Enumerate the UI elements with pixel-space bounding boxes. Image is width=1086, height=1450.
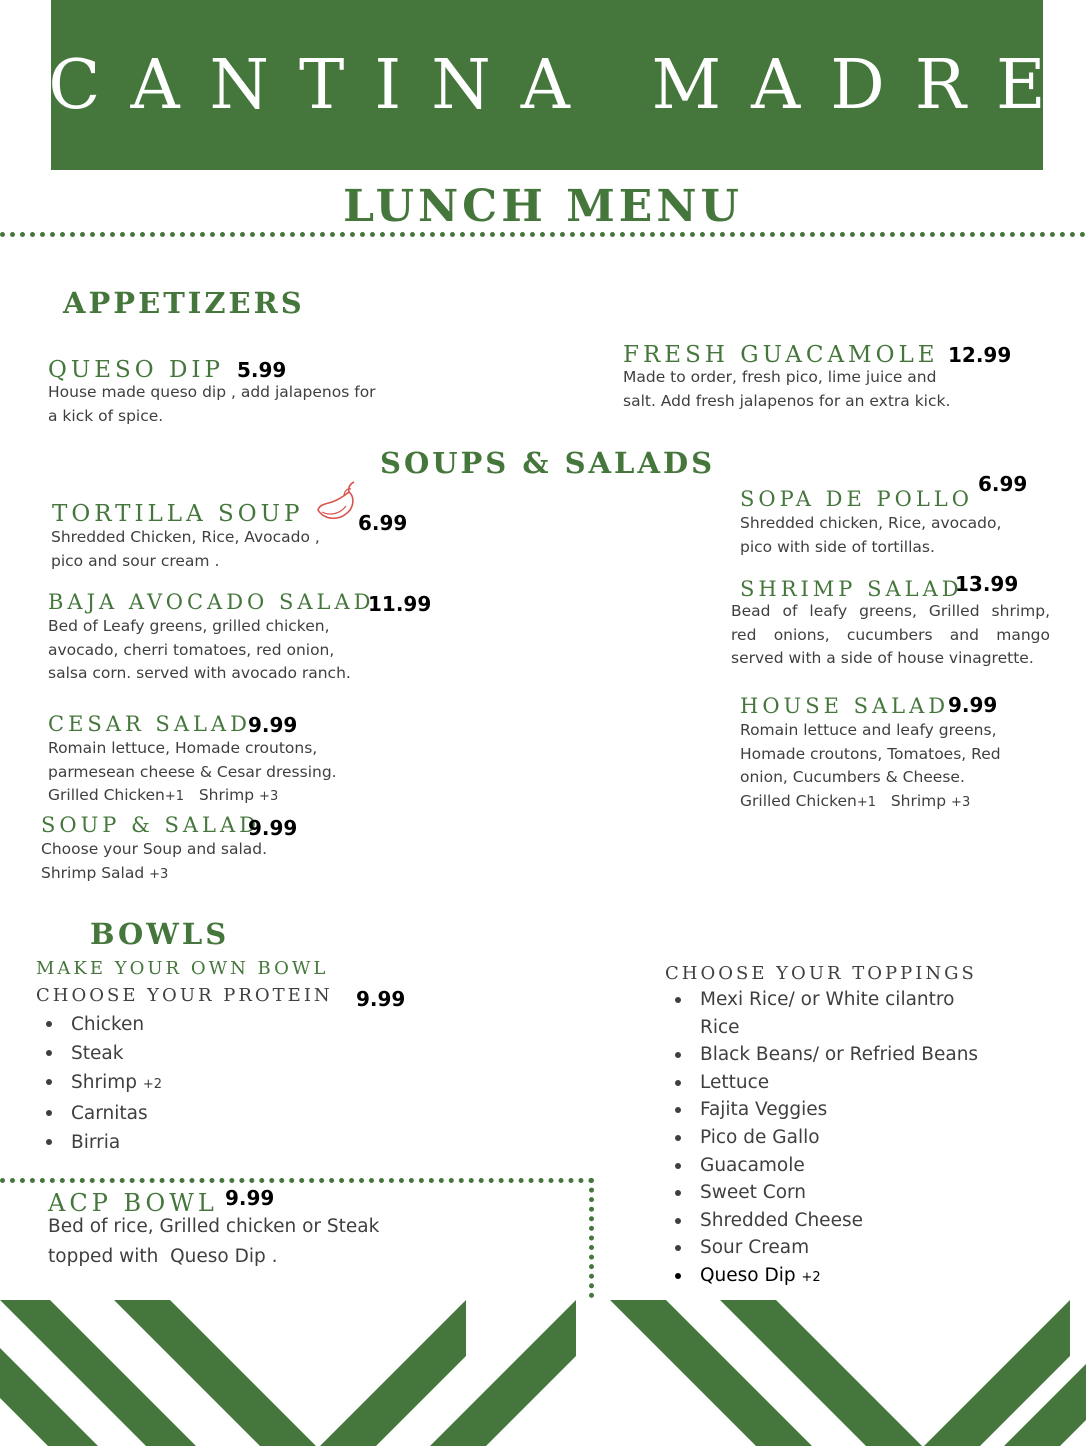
bowls-heading: BOWLS <box>90 917 230 951</box>
list-item: Rice <box>700 1016 740 1038</box>
sopa-de-pollo-price: 6.99 <box>978 472 1028 496</box>
sopa-de-pollo-description: Shredded chicken, Rice, avocado, pico with side of tortillas. <box>740 514 1002 556</box>
list-item: Chicken <box>36 1010 162 1039</box>
cesar-salad-name: CESAR SALAD <box>48 712 251 736</box>
guacamole-price: 12.99 <box>948 343 1012 367</box>
baja-avocado-salad-name: BAJA AVOCADO SALAD <box>48 590 375 614</box>
tortilla-soup-name: TORTILLA SOUP <box>52 501 304 527</box>
list-item: Pico de Gallo <box>665 1124 978 1152</box>
appetizers-heading: APPETIZERS <box>63 286 305 320</box>
acp-right-divider <box>589 1178 594 1298</box>
house-salad-price: 9.99 <box>948 693 998 717</box>
baja-avocado-salad-price: 11.99 <box>368 592 432 616</box>
bowl-price: 9.99 <box>356 987 406 1011</box>
list-item: Mexi Rice/ or White cilantro <box>665 986 978 1014</box>
list-item: Guacamole <box>665 1152 978 1180</box>
top-divider <box>0 232 1086 237</box>
list-item: Birria <box>36 1128 162 1157</box>
house-salad-addons: Grilled Chicken+1 Shrimp +3 <box>740 791 971 810</box>
acp-bowl-name: ACP BOWL <box>48 1189 218 1217</box>
acp-bowl-description: Bed of rice, Grilled chicken or Steak topped with Queso Dip . <box>48 1216 380 1267</box>
list-item: Sour Cream <box>665 1234 978 1262</box>
list-item: Shrimp +2 <box>36 1068 162 1099</box>
list-item: Fajita Veggies <box>665 1096 978 1124</box>
list-item: Carnitas <box>36 1099 162 1128</box>
tortilla-soup-price: 6.99 <box>358 511 408 535</box>
choose-protein-heading: CHOOSE YOUR PROTEIN <box>36 985 333 1006</box>
shrimp-salad-name: SHRIMP SALAD <box>740 577 963 601</box>
tortilla-soup-description: Shredded Chicken, Rice, Avocado , pico and sour cream . <box>51 528 320 570</box>
soup-salad-price: 9.99 <box>248 816 298 840</box>
menu-title: LUNCH MENU <box>343 181 743 232</box>
queso-dip-price: 5.99 <box>237 358 287 382</box>
list-item: Lettuce <box>665 1069 978 1097</box>
soups-salads-heading: SOUPS & SALADS <box>380 446 716 480</box>
list-item: Shredded Cheese <box>665 1207 978 1235</box>
house-salad-name: HOUSE SALAD <box>740 694 950 718</box>
house-salad-description: Romain lettuce and leafy greens, Homade croutons, Tomatoes, Red onion, Cucumbers & Cheese. Grilled Chicken+1 Shrimp +3 <box>740 719 1001 814</box>
soup-salad-description: Choose your Soup and salad. Shrimp Salad +3 <box>41 838 267 886</box>
chili-pepper-icon <box>314 480 358 526</box>
choose-toppings-heading: CHOOSE YOUR TOPPINGS <box>665 963 977 984</box>
guacamole-name: FRESH GUACAMOLE <box>623 342 939 368</box>
protein-list <box>36 1010 162 1157</box>
sopa-de-pollo-name: SOPA DE POLLO <box>740 487 973 511</box>
shrimp-salad-price: 13.99 <box>955 572 1019 596</box>
toppings-list <box>665 986 978 1292</box>
acp-bowl-price: 9.99 <box>225 1186 275 1210</box>
soup-salad-addons: Shrimp Salad +3 <box>41 863 169 882</box>
cesar-salad-description: Romain lettuce, Homade croutons, parmesean cheese & Cesar dressing. Grilled Chicken+1 Shrimp +3 <box>48 737 337 809</box>
header-banner <box>48 0 1076 170</box>
soup-salad-name: SOUP & SALAD <box>41 813 260 837</box>
list-item: Queso Dip +2 <box>665 1262 978 1292</box>
queso-dip-name: QUESO DIP <box>48 357 224 383</box>
cesar-salad-addons: Grilled Chicken+1 Shrimp +3 <box>48 786 279 804</box>
queso-dip-description: House made queso dip , add jalapenos for a kick of spice. <box>48 383 376 425</box>
baja-avocado-salad-description: Bed of Leafy greens, grilled chicken, avocado, cherri tomatoes, red onion, salsa corn. served with avocado ranch. <box>48 617 351 682</box>
make-your-own-bowl: MAKE YOUR OWN BOWL <box>36 958 329 979</box>
acp-top-divider <box>0 1178 594 1183</box>
list-item: Steak <box>36 1039 162 1068</box>
shrimp-salad-description: Bead of leafy greens, Grilled shrimp, red onions, cucumbers and mango served with a side of house vinagrette. <box>731 602 1050 667</box>
decorative-stripes <box>0 1300 1086 1446</box>
guacamole-description: Made to order, fresh pico, lime juice and salt. Add fresh jalapenos for an extra kick. <box>623 368 951 410</box>
list-item: Black Beans/ or Refried Beans <box>665 1041 978 1069</box>
restaurant-name: CANTINA MADRE <box>48 45 1076 125</box>
list-item: Sweet Corn <box>665 1179 978 1207</box>
cesar-salad-price: 9.99 <box>248 713 298 737</box>
